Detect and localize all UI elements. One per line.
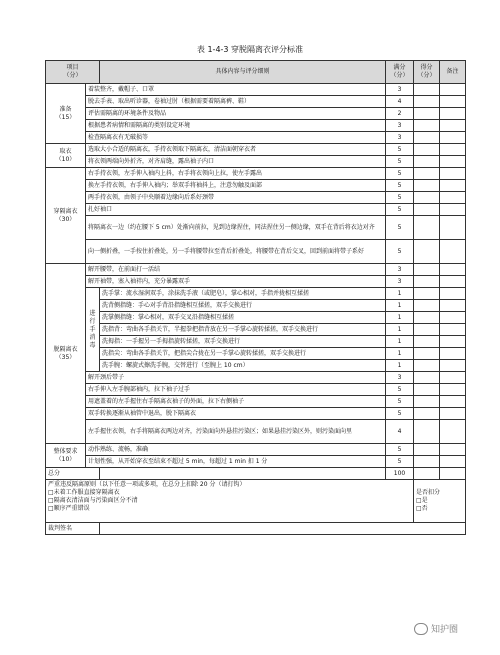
section-label: 整体要求 （10） [46, 444, 86, 468]
header-score: 得分 （分） [414, 61, 440, 84]
section-label: 准备 （15） [46, 84, 86, 144]
table-row [46, 180, 466, 192]
row-note-cell [440, 180, 466, 192]
row-score-cell [414, 360, 440, 372]
row-full-score: 3 [386, 264, 414, 276]
row-content: 右手伸入左手腕部袖内，拉下袖子过手 [86, 384, 386, 396]
row-note-cell [440, 384, 466, 396]
row-note-cell [440, 84, 466, 96]
header-full-score: 满分 （分） [386, 61, 414, 84]
row-full-score: 5 [386, 396, 414, 408]
judge-label: 裁判签名 [46, 523, 100, 535]
row-content: 解开腰带，在前面打一活结 [86, 264, 386, 276]
row-content: 右手持衣领，左手伸入袖内上抖，右手将衣领向上拉，使左手露出 [86, 168, 386, 180]
row-score-cell [414, 312, 440, 324]
row-content: 计划性强，从开始穿衣至结束不超过 5 min，每超过 1 min 扣 1 分 [86, 456, 386, 468]
row-full-score: 4 [386, 420, 414, 444]
total-blank [100, 468, 386, 480]
table-title: 表 1-4-3 穿脱隔离衣评分标准 [196, 45, 304, 54]
row-content: 选取大小合适的隔离衣，手持衣领取下隔离衣，清洁面朝穿衣者 [86, 144, 386, 156]
deduct-option[interactable]: □是 [416, 497, 428, 504]
row-note-cell [440, 336, 466, 348]
row-score-cell [414, 96, 440, 108]
deduct-option[interactable]: □否 [416, 505, 428, 512]
row-content: 检查隔离衣有无破损等 [86, 132, 386, 144]
row-full-score: 5 [386, 180, 414, 192]
row-full-score: 1 [386, 324, 414, 336]
row-content: 洗指背：弯曲各手指关节，半握拳把指背放在另一手掌心旋转揉搓，双手交换进行 [100, 324, 386, 336]
table-row [46, 108, 466, 120]
row-note-cell [440, 312, 466, 324]
row-note-cell [440, 168, 466, 180]
row-score-cell [414, 444, 440, 456]
header-row [46, 61, 466, 84]
row-note-cell [440, 288, 466, 300]
table-row [46, 456, 466, 468]
row-score-cell [414, 204, 440, 216]
row-score-cell [414, 264, 440, 276]
header-note: 备注 [440, 61, 466, 84]
table-row [46, 168, 466, 180]
row-full-score: 5 [386, 144, 414, 156]
row-full-score: 5 [386, 204, 414, 216]
section-label: 取衣 （10） [46, 144, 86, 168]
row-note-cell [440, 420, 466, 444]
row-score-cell [414, 84, 440, 96]
row-note-cell [440, 108, 466, 120]
row-note-cell [440, 444, 466, 456]
table-row [46, 216, 466, 240]
row-content: 向一侧折叠，一手按住折叠处，另一手将腰带拉至背后折叠处，将腰带在背后交叉，回到前面将带子系好 [86, 240, 386, 264]
row-full-score: 5 [386, 156, 414, 168]
watermark-text: 知护圈 [430, 625, 458, 635]
row-note-cell [440, 264, 466, 276]
row-score-cell [414, 348, 440, 360]
row-note-cell [440, 348, 466, 360]
row-content: 洗拇指：一手握另一手拇指旋转揉搓，双手交换进行 [100, 336, 386, 348]
row-note-cell [440, 204, 466, 216]
table-row [46, 324, 466, 336]
table-row [46, 300, 466, 312]
row-score-cell [414, 372, 440, 384]
row-score-cell [414, 456, 440, 468]
judge-row [46, 523, 466, 535]
row-note-cell [440, 156, 466, 168]
row-content: 洗掌侧指缝：掌心相对，双手交叉沿指缝相互揉搓 [100, 312, 386, 324]
row-note-cell [440, 324, 466, 336]
row-full-score: 5 [386, 216, 414, 240]
row-note-cell [440, 240, 466, 264]
row-score-cell [414, 324, 440, 336]
row-score-cell [414, 420, 440, 444]
row-score-cell [414, 336, 440, 348]
hand-disinfection-label: 进 行 手 消 毒 [86, 288, 100, 372]
table-row [46, 276, 466, 288]
row-full-score: 1 [386, 312, 414, 324]
row-full-score: 3 [386, 84, 414, 96]
row-content: 用遮盖着的左手握住右手隔离衣袖子的外面，拉下右侧袖子 [86, 396, 386, 408]
scoring-table [45, 60, 466, 535]
total-score-cell [414, 468, 440, 480]
deduct-block [414, 480, 466, 523]
row-note-cell [440, 276, 466, 288]
table-row [46, 396, 466, 408]
row-content: 动作熟练、流畅，准确 [86, 444, 386, 456]
row-content: 左手握住衣领，右手将隔离衣两边对齐，污染面向外悬挂污染区；如果悬挂污染区外，则污染面向里 [86, 420, 386, 444]
row-content: 双手转换逐渐从袖管中退出，脱下隔离衣 [86, 408, 386, 420]
violation-checkbox[interactable]: □隔离衣清洁面与污染面区分不清 [48, 497, 138, 504]
table-row [46, 420, 466, 444]
row-full-score: 5 [386, 384, 414, 396]
watermark [414, 622, 458, 635]
deduct-label: 是否扣分 [416, 489, 441, 496]
row-score-cell [414, 168, 440, 180]
row-full-score: 5 [386, 240, 414, 264]
row-full-score: 4 [386, 96, 414, 108]
table-row [46, 288, 466, 300]
total-note-cell [440, 468, 466, 480]
table-row [46, 96, 466, 108]
wechat-icon [414, 623, 428, 635]
row-full-score: 3 [386, 120, 414, 132]
row-full-score: 1 [386, 300, 414, 312]
row-score-cell [414, 288, 440, 300]
row-content: 解开颈后带子 [86, 372, 386, 384]
row-note-cell [440, 132, 466, 144]
row-score-cell [414, 276, 440, 288]
row-content: 将衣领两端向外折齐，对齐肩缝，露出袖子内口 [86, 156, 386, 168]
table-row [46, 444, 466, 456]
row-content: 洗指尖：弯曲各手指关节，把指尖合拢在另一手掌心旋转揉搓，双手交换进行 [100, 348, 386, 360]
row-full-score: 5 [386, 192, 414, 204]
row-full-score: 5 [386, 456, 414, 468]
section-label: 脱隔离衣 （35） [46, 264, 86, 444]
row-note-cell [440, 192, 466, 204]
table-row [46, 84, 466, 96]
table-row [46, 408, 466, 420]
total-score: 100 [386, 468, 414, 480]
table-row [46, 240, 466, 264]
row-full-score: 5 [386, 444, 414, 456]
table-row [46, 132, 466, 144]
row-note-cell [440, 300, 466, 312]
row-score-cell [414, 192, 440, 204]
row-score-cell [414, 240, 440, 264]
row-score-cell [414, 108, 440, 120]
row-full-score: 1 [386, 288, 414, 300]
total-row [46, 468, 466, 480]
row-note-cell [440, 408, 466, 420]
table-row [46, 120, 466, 132]
table-row [46, 144, 466, 156]
header-content: 具体内容与评分细则 [100, 61, 386, 84]
row-score-cell [414, 156, 440, 168]
row-note-cell [440, 396, 466, 408]
row-content: 脱去手表、取出听诊器，卷袖过肘（根据需要着隔离裤、鞋） [86, 96, 386, 108]
row-content: 洗手掌：流水湿润双手，涂抹洗手液（或肥皂），掌心相对，手指并拢相互揉搓 [100, 288, 386, 300]
table-row [46, 264, 466, 276]
row-content: 解开袖带，塞入袖袢内，充分暴露双手 [86, 276, 386, 288]
row-content: 两手持衣领，由领子中央顺着边缘向后系好颈带 [86, 192, 386, 204]
row-note-cell [440, 96, 466, 108]
row-score-cell [414, 132, 440, 144]
table-row [46, 384, 466, 396]
row-score-cell [414, 216, 440, 240]
row-full-score: 5 [386, 168, 414, 180]
table-row [46, 372, 466, 384]
table-row [46, 192, 466, 204]
row-score-cell [414, 384, 440, 396]
table-row [46, 348, 466, 360]
violation-row [46, 480, 466, 523]
table-row [46, 360, 466, 372]
row-content: 着装整齐，戴帽子、口罩 [86, 84, 386, 96]
row-content: 洗手腕：螺旋式擦洗手腕，交替进行（至腕上 10 cm） [100, 360, 386, 372]
violation-checkbox[interactable]: □顺序严重错误 [48, 505, 90, 512]
row-score-cell [414, 120, 440, 132]
total-label: 总分 [46, 468, 100, 480]
header-item: 项目 （分） [46, 61, 100, 84]
table-row [46, 336, 466, 348]
row-full-score: 1 [386, 360, 414, 372]
row-content: 将隔离衣一边（约在腰下 5 cm）处渐向前拉，见到边缘捏住，同法捏住另一侧边缘，双手在背后将衣边对齐 [86, 216, 386, 240]
row-full-score: 1 [386, 348, 414, 360]
row-content: 评估需隔离的环境条件及物品 [86, 108, 386, 120]
table-row [46, 156, 466, 168]
section-label: 穿隔离衣 （30） [46, 168, 86, 264]
row-note-cell [440, 144, 466, 156]
row-score-cell [414, 408, 440, 420]
row-full-score: 5 [386, 408, 414, 420]
row-note-cell [440, 120, 466, 132]
table-row [46, 312, 466, 324]
row-full-score: 3 [386, 132, 414, 144]
row-full-score: 1 [386, 336, 414, 348]
table-row [46, 204, 466, 216]
violation-block [46, 480, 414, 523]
judge-signature-field[interactable] [100, 523, 466, 535]
row-note-cell [440, 360, 466, 372]
violation-intro: 严重违反隔离原则（以下任意一项或多项，在总分上扣除 20 分（请打钩） [48, 481, 246, 488]
row-score-cell [414, 300, 440, 312]
row-content: 根据患者病情和需隔离的类别设定环境 [86, 120, 386, 132]
row-note-cell [440, 456, 466, 468]
row-full-score: 2 [386, 108, 414, 120]
row-content: 扎好袖口 [86, 204, 386, 216]
row-score-cell [414, 180, 440, 192]
row-note-cell [440, 216, 466, 240]
row-note-cell [440, 372, 466, 384]
row-full-score: 3 [386, 276, 414, 288]
violation-checkbox[interactable]: □未着工作服直接穿隔离衣 [48, 489, 120, 496]
row-full-score: 3 [386, 372, 414, 384]
row-content: 洗背侧指缝：手心对手背沿指缝相互揉搓，双手交换进行 [100, 300, 386, 312]
row-content: 换左手持衣领，右手伸入袖内；举双手将袖抖上，注意勿触及面部 [86, 180, 386, 192]
row-score-cell [414, 396, 440, 408]
row-score-cell [414, 144, 440, 156]
